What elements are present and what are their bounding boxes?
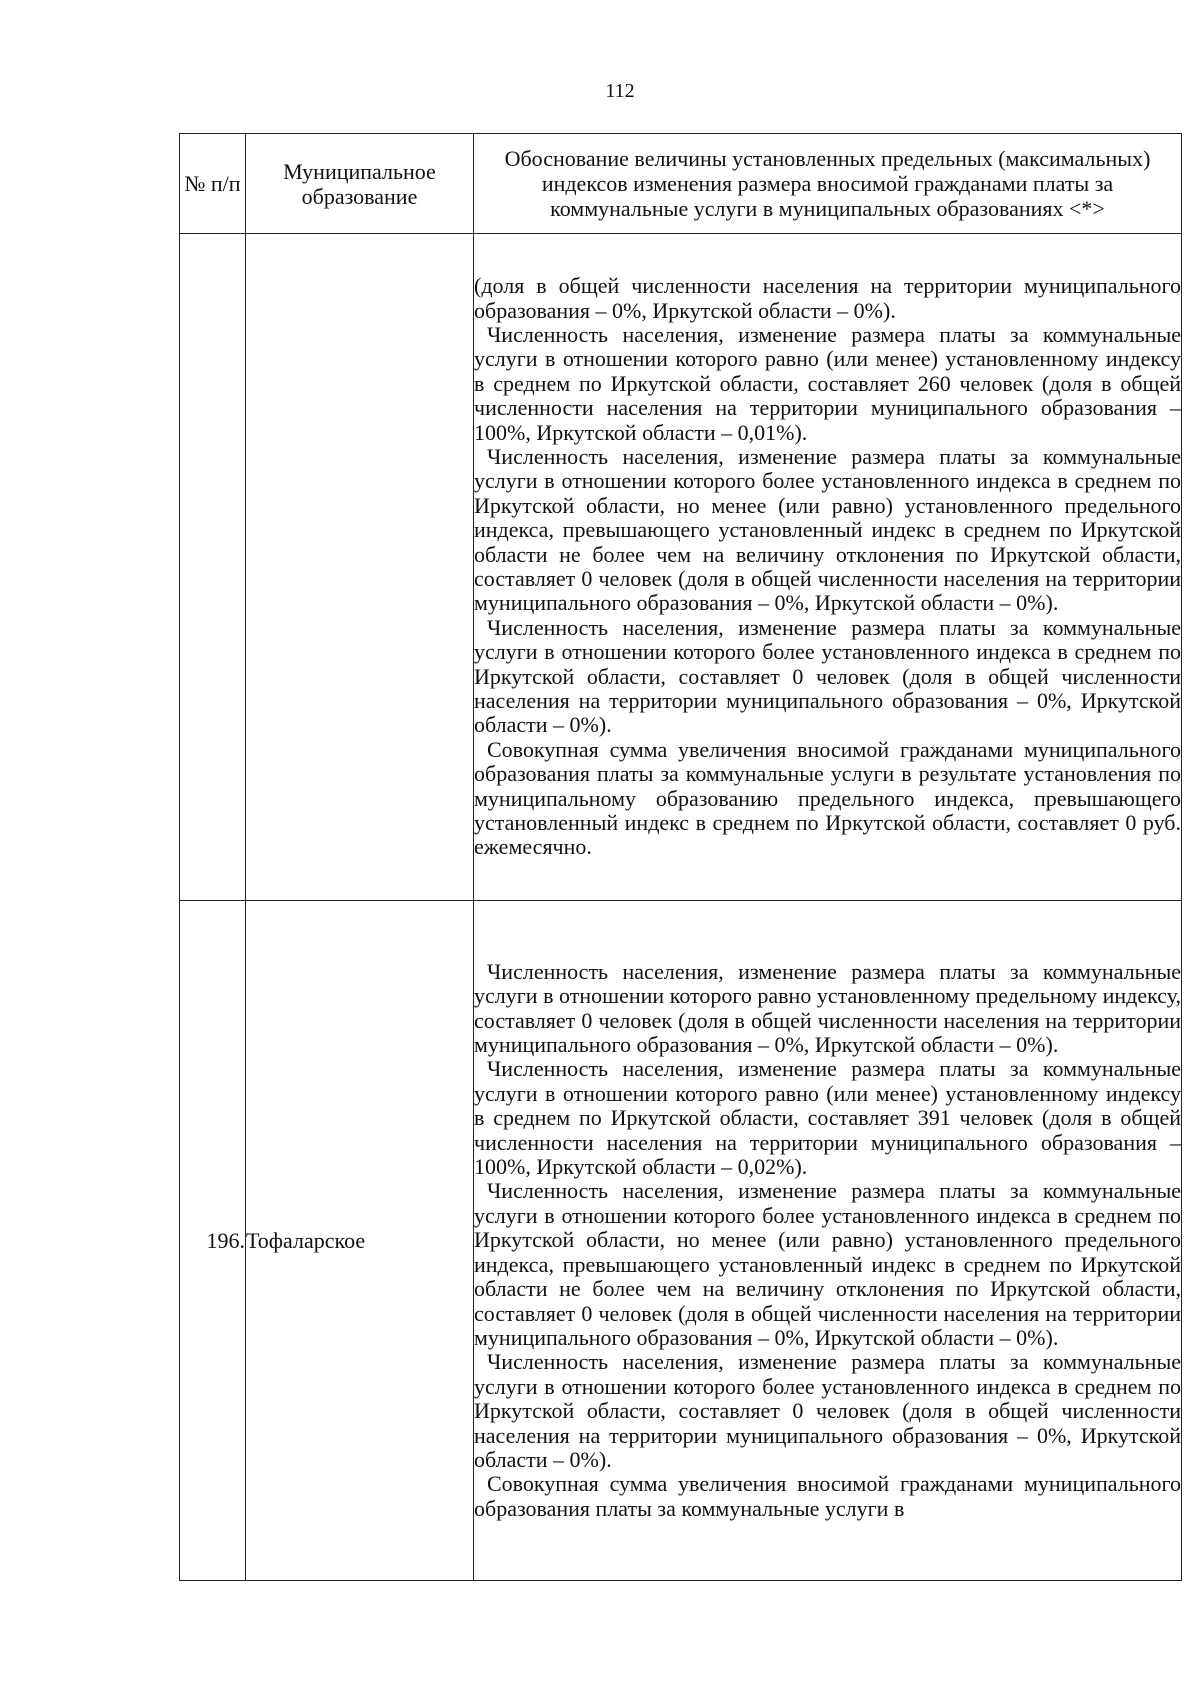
justification-paragraph: Численность населения, изменение размера платы за коммунальные услуги в отношении которого более установленного индекса в среднем по Иркутской области, составляет 0 человек (доля в общей численности населения на территории муниципального образования – 0%, Иркутской области – 0%).	[474, 1349, 1181, 1472]
justification-paragraph: (доля в общей численности населения на территории муниципального образования – 0%, Иркутской области – 0%).	[474, 273, 1181, 323]
header-num: № п/п	[180, 134, 246, 234]
table-row	[180, 901, 1182, 1581]
table-header-row	[180, 134, 1182, 234]
justification-paragraph: Численность населения, изменение размера платы за коммунальные услуги в отношении которого более установленного индекса в среднем по Иркутской области, составляет 0 человек (доля в общей численности населения на территории муниципального образования – 0%, Иркутской области – 0%).	[474, 614, 1181, 738]
row-municipality	[246, 234, 474, 901]
justification-paragraph: Численность населения, изменение размера платы за коммунальные услуги в отношении которого равно (или менее) установленному индексу в среднем по Иркутской области, составляет 391 человек (доля в общей численности населения на территории муниципального образования – 100%, Иркутской области – 0,02%).	[474, 1056, 1181, 1180]
justification-paragraph: Численность населения, изменение размера платы за коммунальные услуги в отношении которого равно (или менее) установленному индексу в среднем по Иркутской области, составляет 260 человек (доля в общей численности населения на территории муниципального образования – 100%, Иркутской области – 0,01%).	[474, 321, 1181, 445]
municipal-index-table	[179, 133, 1182, 1581]
row-number: 196.	[180, 901, 246, 1581]
table-row	[180, 234, 1182, 901]
header-municipality: Муниципальное образование	[246, 134, 474, 234]
justification-paragraph: Совокупная сумма увеличения вносимой гражданами муниципального образования платы за коммунальные услуги в	[474, 1471, 1181, 1521]
page-number: 112	[605, 80, 635, 102]
row-justification	[474, 234, 1182, 901]
row-municipality: Тофаларское	[246, 901, 474, 1581]
row-number	[180, 234, 246, 901]
justification-paragraph: Численность населения, изменение размера платы за коммунальные услуги в отношении которого более установленного индекса в среднем по Иркутской области, но менее (или равно) установленного предельного индекса, превышающего установленный индекс в среднем по Иркутской области не более чем на величину отклонения по Иркутской области, составляет 0 человек (доля в общей численности населения на территории муниципального образования – 0%, Иркутской области – 0%).	[474, 1178, 1181, 1350]
justification-paragraph: Численность населения, изменение размера платы за коммунальные услуги в отношении которого более установленного индекса в среднем по Иркутской области, но менее (или равно) установленного предельного индекса, превышающего установленный индекс в среднем по Иркутской области не более чем на величину отклонения по Иркутской области, составляет 0 человек (доля в общей численности населения на территории муниципального образования – 0%, Иркутской области – 0%).	[474, 443, 1181, 616]
row-justification	[474, 901, 1182, 1581]
header-justification: Обоснование величины установленных предельных (максимальных) индексов изменения размера вносимой гражданами платы за коммунальные услуги в муниципальных образованиях <*>	[474, 134, 1182, 234]
justification-paragraph: Численность населения, изменение размера платы за коммунальные услуги в отношении которого равно установленному предельному индексу, составляет 0 человек (доля в общей численности населения на территории муниципального образования – 0%, Иркутской области – 0%).	[474, 958, 1181, 1058]
justification-paragraph: Совокупная сумма увеличения вносимой гражданами муниципального образования платы за коммунальные услуги в результате установления по муниципальному образованию предельного индекса, превышающего установленный индекс в среднем по Иркутской области, составляет 0 руб. ежемесячно.	[474, 736, 1181, 860]
